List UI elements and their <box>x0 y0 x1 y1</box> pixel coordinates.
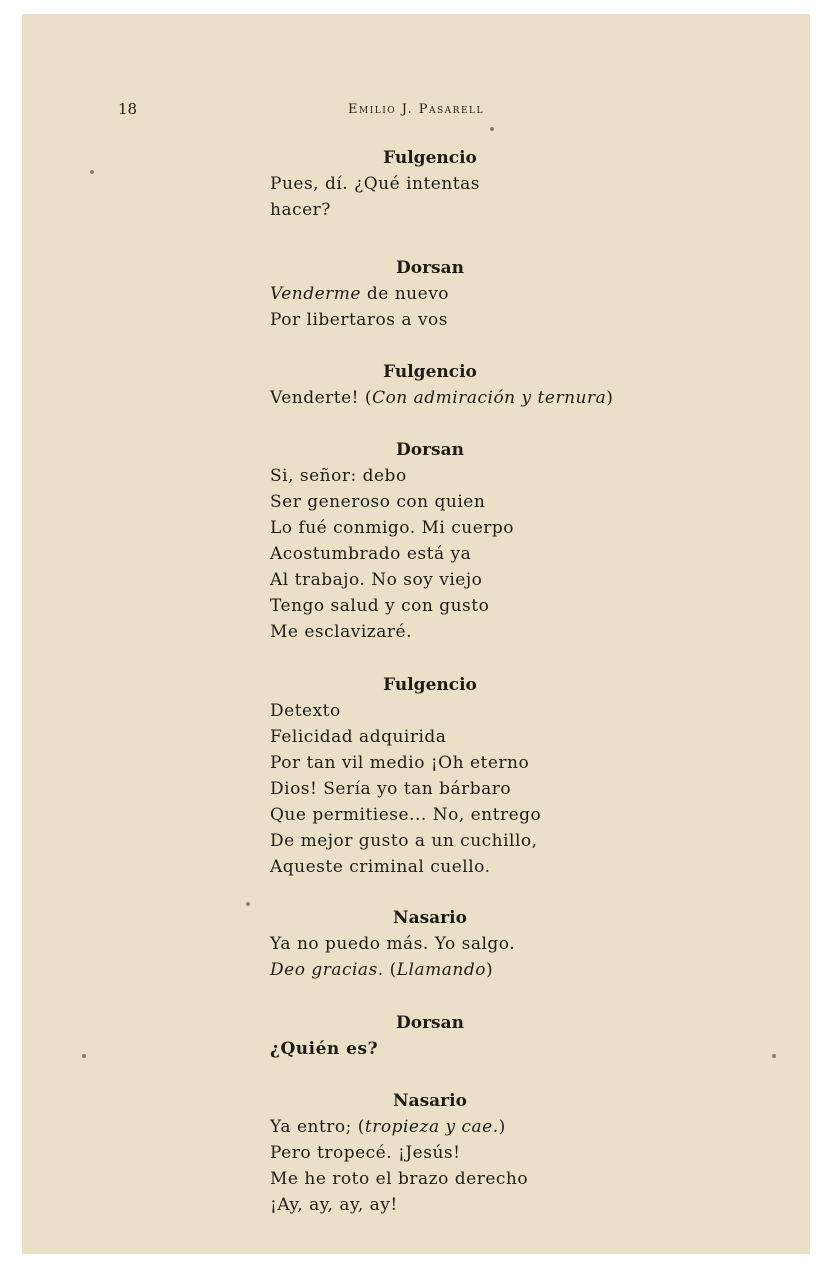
verse-text: Al trabajo. No soy viejo <box>270 570 483 590</box>
speech-block <box>270 907 690 983</box>
speaker-name: Fulgencio <box>383 362 477 382</box>
verse-text: Acostumbrado está ya <box>270 544 472 564</box>
paper-speck <box>82 1054 86 1058</box>
verse-text: Ya no puedo más. Yo salgo. <box>270 934 516 954</box>
running-title: Emilio J. Pasarell <box>348 102 484 117</box>
stage-direction-text: Llamando <box>396 960 486 980</box>
verse-text: Ser generoso con quien <box>270 492 486 512</box>
paper-speck <box>490 127 494 131</box>
verse-text: de nuevo <box>360 284 450 304</box>
verse-line <box>270 828 690 854</box>
speaker-name: Nasario <box>393 1091 467 1111</box>
verse-text: Me esclavizaré. <box>270 622 412 642</box>
verse-line <box>270 489 690 515</box>
verse-text: Pero tropecé. ¡Jesús! <box>270 1143 461 1163</box>
speaker-name: Dorsan <box>396 440 464 460</box>
verse-line <box>270 776 690 802</box>
speech-block <box>270 361 690 411</box>
verse-text: Aqueste criminal cuello. <box>270 857 491 877</box>
page-number: 18 <box>118 100 138 118</box>
verse-line <box>270 541 690 567</box>
verse-line <box>270 1114 690 1140</box>
paper-speck <box>90 170 94 174</box>
verse-line <box>270 593 690 619</box>
verse-text: Ya entro; ( <box>270 1117 365 1137</box>
verse-text: hacer? <box>270 200 331 220</box>
verse-text: ) <box>606 388 614 408</box>
verse-line <box>270 197 690 223</box>
verse-text: Que permitiese... No, entrego <box>270 805 542 825</box>
verse-text: Dios! Sería yo tan bárbaro <box>270 779 512 799</box>
verse-text: Pues, dí. ¿Qué intentas <box>270 174 480 194</box>
speech-block <box>270 257 690 333</box>
verse-line <box>270 1166 690 1192</box>
speech-block <box>270 674 690 880</box>
verse-text: Felicidad adquirida <box>270 727 447 747</box>
verse-line <box>270 281 690 307</box>
verse-line <box>270 463 690 489</box>
paper-speck <box>246 902 250 906</box>
running-head <box>22 100 810 120</box>
verse-line <box>270 171 690 197</box>
verse-text: De mejor gusto a un cuchillo, <box>270 831 538 851</box>
speaker-name: Dorsan <box>396 1013 464 1033</box>
verse-line <box>270 854 690 880</box>
verse-text: ( <box>383 960 397 980</box>
verse-text: Si, señor: debo <box>270 466 407 486</box>
speaker-name: Fulgencio <box>383 675 477 695</box>
verse-line <box>270 931 690 957</box>
verse-line <box>270 307 690 333</box>
verse-line <box>270 1140 690 1166</box>
verse-text: Por tan vil medio ¡Oh eterno <box>270 753 530 773</box>
verse-line <box>270 515 690 541</box>
verse-text: Me he roto el brazo derecho <box>270 1169 529 1189</box>
verse-line <box>270 1036 690 1062</box>
verse-line <box>270 1192 690 1218</box>
verse-text: Venderte! ( <box>270 388 373 408</box>
stage-direction-text: tropieza y cae. <box>364 1117 499 1137</box>
speech-block <box>270 147 690 223</box>
verse-line <box>270 957 690 983</box>
verse-text: Detexto <box>270 701 341 721</box>
verse-line <box>270 567 690 593</box>
verse-text: ¿Quién es? <box>270 1039 379 1059</box>
stage-direction-text: Venderme <box>270 284 361 304</box>
verse-line <box>270 802 690 828</box>
verse-line <box>270 619 690 645</box>
speech-block <box>270 439 690 645</box>
speech-block <box>270 1090 690 1218</box>
speaker-name: Nasario <box>393 908 467 928</box>
verse-line <box>270 750 690 776</box>
stage-direction-text: Con admiración y ternura <box>372 388 607 408</box>
verse-text: ) <box>498 1117 506 1137</box>
verse-line <box>270 724 690 750</box>
speaker-name: Fulgencio <box>383 148 477 168</box>
verse-text: ¡Ay, ay, ay, ay! <box>270 1195 398 1215</box>
verse-line <box>270 385 690 411</box>
stage-direction-text: Deo gracias. <box>270 960 384 980</box>
speech-block <box>270 1012 690 1062</box>
speaker-name: Dorsan <box>396 258 464 278</box>
verse-text: Tengo salud y con gusto <box>270 596 490 616</box>
paper-speck <box>772 1054 776 1058</box>
verse-line <box>270 698 690 724</box>
book-page <box>22 14 810 1254</box>
verse-text: Por libertaros a vos <box>270 310 449 330</box>
verse-text: Lo fué conmigo. Mi cuerpo <box>270 518 515 538</box>
verse-text: ) <box>485 960 494 980</box>
